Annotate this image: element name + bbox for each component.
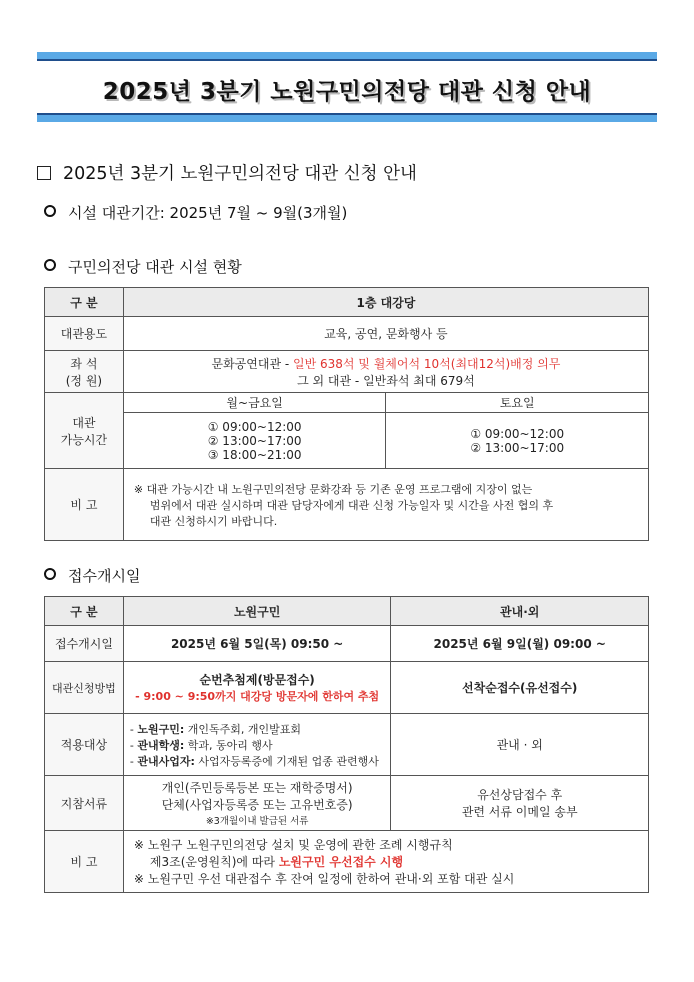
- docs-resident: 개인(주민등록등본 또는 재학증명서) 단체(사업자등록증 또는 고유번호증) ※3개월이내 발급된 서류: [123, 776, 391, 831]
- saturday-header: 토요일: [386, 393, 649, 413]
- docs-other: 유선상담접수 후 관련 서류 이메일 송부: [391, 776, 649, 831]
- usage-value: 교육, 공연, 문화행사 등: [123, 317, 648, 351]
- time-slot: ③ 18:00~21:00: [207, 447, 302, 462]
- seats-value: 문화공연대관 - 일반 638석 및 휠체어석 10석(최대12석)배정 의무 그 외 대관 - 일반좌석 최대 679석: [123, 351, 648, 393]
- weekday-slots: [123, 413, 386, 469]
- section-heading: 2025년 3분기 노원구민의전당 대관 신청 안내: [37, 160, 417, 185]
- reception-table: [44, 596, 649, 893]
- target-item: - 노원구민: 개인독주회, 개인발표회: [129, 722, 301, 736]
- circle-bullet-icon: [44, 259, 56, 271]
- reception-col-resident: 노원구민: [123, 597, 391, 626]
- usage-label: 대관용도: [45, 317, 124, 351]
- page-title: 2025년 3분기 노원구민의전당 대관 신청 안내: [102, 79, 592, 105]
- reception-note-label: 비 고: [45, 831, 124, 893]
- method-resident: 순번추첨제(방문접수) - 9:00 ~ 9:50까지 대강당 방문자에 한하여 추첨: [123, 662, 391, 714]
- hours-label: 대관 가능시간: [45, 393, 124, 469]
- period-line: 시설 대관기간: 2025년 7월 ~ 9월(3개월): [44, 202, 347, 223]
- target-resident: [123, 714, 391, 776]
- target-other: 관내 · 외: [391, 714, 649, 776]
- target-label: 적용대상: [45, 714, 124, 776]
- target-item: - 관내사업자: 사업자등록증에 기재된 업종 관련행사: [129, 754, 379, 768]
- circle-bullet-icon: [44, 205, 56, 217]
- facility-note: ※ 대관 가능시간 내 노원구민의전당 문화강좌 등 기존 운영 프로그램에 지장이 없는 범위에서 대관 실시하며 대관 담당자에게 대관 신청 가능일자 및 시간을 사전 협의 후 대관 신청하시기 바랍니다.: [123, 469, 648, 541]
- facility-col-venue: 1층 대강당: [123, 288, 648, 317]
- time-slot: ① 09:00~12:00: [207, 419, 302, 434]
- target-item: - 관내학생: 학과, 동아리 행사: [129, 738, 273, 752]
- start-resident: 2025년 6월 5일(목) 09:50 ~: [123, 626, 391, 662]
- facility-col-label: 구 분: [45, 288, 124, 317]
- start-other: 2025년 6월 9일(월) 09:00 ~: [391, 626, 649, 662]
- seats-required-text: 일반 638석 및 휠체어석 10석(최대12석)배정 의무: [293, 356, 561, 371]
- checkbox-square-icon: [37, 166, 51, 180]
- time-slot: ② 13:00~17:00: [470, 440, 565, 455]
- title-banner: [37, 52, 657, 122]
- start-label: 접수개시일: [45, 626, 124, 662]
- priority-text: 노원구민 우선접수 시행: [278, 855, 404, 869]
- time-slot: ② 13:00~17:00: [207, 433, 302, 448]
- docs-label: 지참서류: [45, 776, 124, 831]
- weekday-header: 월~금요일: [123, 393, 386, 413]
- title-rule-top: [37, 59, 657, 61]
- reception-heading: 접수개시일: [44, 565, 140, 586]
- lottery-note: - 9:00 ~ 9:50까지 대강당 방문자에 한하여 추첨: [135, 690, 380, 703]
- circle-bullet-icon: [44, 568, 56, 580]
- reception-col-other: 관내·외: [391, 597, 649, 626]
- facility-heading: 구민의전당 대관 시설 현황: [44, 256, 242, 277]
- seats-label: 좌 석 (정 원): [45, 351, 124, 393]
- time-slot: ① 09:00~12:00: [470, 426, 565, 441]
- reception-col-label: 구 분: [45, 597, 124, 626]
- facility-note-label: 비 고: [45, 469, 124, 541]
- reception-note: ※ 노원구 노원구민의전당 설치 및 운영에 관한 조례 시행규칙 제3조(운영원칙)에 따라 노원구민 우선접수 시행 ※ 노원구민 우선 대관접수 후 잔여 일정에 한하여 관내·외 포함 대관 실시: [123, 831, 648, 893]
- method-other: 선착순접수(유선접수): [391, 662, 649, 714]
- method-label: 대관신청방법: [45, 662, 124, 714]
- saturday-slots: [386, 413, 649, 469]
- title-rule-bottom: [37, 113, 657, 115]
- facility-table: [44, 287, 649, 541]
